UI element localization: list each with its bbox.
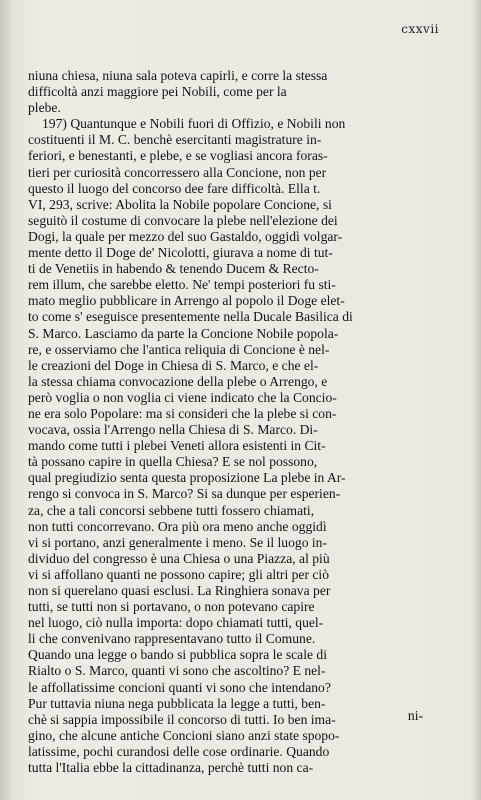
text-line: vi si affollano quanti ne possono capire; gli altri per ciò — [28, 566, 330, 582]
text-line: difficoltà anzi maggiore pei Nobili, come per la — [28, 84, 287, 100]
text-line: Rialto o S. Marco, quanti vi sono che ascoltino? E nel- — [28, 663, 326, 679]
text-line: seguitò il costume di convocare la plebe nell'elezione dei — [28, 212, 338, 228]
text-line: non tutti concorrevano. Ora più ora meno anche oggidì — [28, 518, 327, 534]
page-edge-shadow — [471, 0, 481, 800]
text-line: to come s' eseguisce presentemente nella Ducale Basilica di — [28, 309, 353, 325]
text-line: ti de Venetiis in habendo & tenendo Ducem & Recto- — [28, 261, 319, 277]
text-line: 197) Quantunque e Nobili fuori di Offizio, e Nobili non — [42, 116, 346, 132]
text-line: nel luogo, ciò nulla importa: dopo chiamati tutti, quel- — [28, 615, 324, 631]
text-line: mente detto il Doge de' Nicolotti, giurava a nome di tut- — [28, 245, 333, 261]
text-line: latissime, pochi curandosi delle cose ordinarie. Quando — [28, 743, 330, 759]
text-line: rengo si convoca in S. Marco? Si sa dunque per esperien- — [28, 486, 341, 502]
text-line: però voglia o non voglia ci viene indicato che la Concio- — [28, 389, 337, 405]
text-line: costituenti il M. C. benchè esercitanti magistrature in- — [28, 132, 322, 148]
text-line: non si querelano quasi esclusi. La Ringhiera sonava per — [28, 583, 331, 598]
text-line: tutta l'Italia ebbe la cittadinanza, perchè tutti non ca- — [28, 760, 314, 776]
page-number: cxxvii — [401, 22, 439, 36]
text-line: Dogi, la quale per mezzo del suo Gastaldo, oggidì volgar- — [28, 228, 343, 244]
text-line: li che convenivano rappresentavano tutto il Comune. — [28, 631, 316, 647]
text-line: vocava, ossia l'Arrengo nella Chiesa di S. Marco. Di- — [28, 422, 318, 438]
text-line: vi si portano, anzi generalmente i meno. Se il luogo in- — [28, 534, 327, 550]
text-line: le creazioni del Doge in Chiesa di S. Marco, e che el- — [28, 357, 319, 373]
text-line: niuna chiesa, niuna sala poteva capirli, e corre la stessa — [28, 68, 328, 83]
text-line: S. Marco. Lasciamo da parte la Concione Nobile popola- — [28, 325, 339, 341]
text-line: dividuo del congresso è una Chiesa o una Piazza, al più — [28, 550, 330, 566]
body-text — [28, 68, 423, 776]
text-line: ne era solo Popolare: ma si consideri che la plebe si con- — [28, 405, 337, 421]
text-line: mando come tutti i plebei Veneti allora esistenti in Cit- — [28, 438, 326, 454]
text-line: gino, che alcune antiche Concioni siano anzi state spopo- — [28, 727, 340, 743]
text-line: VI, 293, scrive: Abolita la Nobile popolare Concione, si — [28, 196, 332, 212]
text-line: feriori, e benestanti, e plebe, e se vogliasi ancora foras- — [28, 148, 328, 164]
text-line: tieri per curiosità concorressero alla Concione, non per — [28, 164, 327, 180]
text-line: Quando una legge o bando si pubblica sopra le scale di — [28, 647, 327, 663]
text-line: Pur tuttavia niuna nega pubblicata la legge a tutti, ben- — [28, 695, 326, 711]
text-line: plebe. — [28, 100, 61, 116]
text-line: tutti, se tutti non si portavano, o non potevano capire — [28, 599, 315, 615]
text-line: chè si sappia impossibile il concorso di tutti. Io ben ima- — [28, 711, 336, 727]
text-line: tà possano capire in quella Chiesa? E se nol possono, — [28, 454, 318, 470]
text-line: re, e osserviamo che l'antica reliquia di Concione è nel- — [28, 341, 330, 357]
text-line: za, che a tali concorsi sebbene tutti fossero chiamati, — [28, 502, 315, 518]
catchword: ni- — [407, 708, 423, 723]
text-line: qual pregiudizio senta questa proposizione La plebe in Ar- — [28, 470, 346, 486]
text-line: le affollatissime concioni quanti vi sono che intendano? — [28, 679, 331, 695]
text-line: rem illum, che sarebbe eletto. Ne' tempi posteriori fu sti- — [28, 277, 336, 293]
text-line: questo il luogo del concorso dee fare difficoltà. Ella t. — [28, 180, 321, 196]
text-line: mato meglio pubblicare in Arrengo al popolo il Doge elet- — [28, 293, 345, 309]
text-line: la stessa chiama convocazione della plebe o Arrengo, e — [28, 373, 328, 389]
